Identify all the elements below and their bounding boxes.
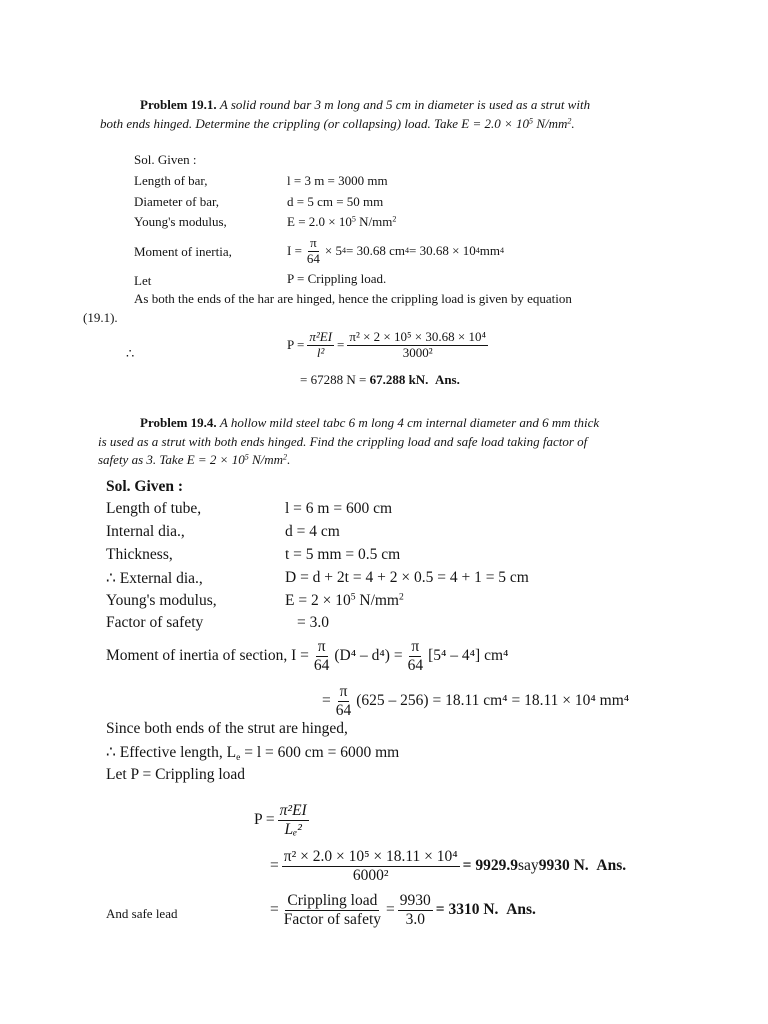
let-crippling-load: Let P = Crippling load — [106, 766, 246, 783]
safe-load-label: And safe lead — [106, 906, 178, 921]
moment-of-inertia-formula: I = $\frac{\pi}{64}$ × 5 4 = 30.68 cm 4 = 30.68 × 10 4 mm 4 — [287, 235, 505, 266]
internal-dia-value: d = 4 cm — [285, 523, 340, 540]
moment-of-inertia-label: Moment of inertia, — [134, 244, 232, 259]
problem-19-4-statement-line2: is used as a strut with both ends hinged. Find the crippling load and safe load taking factor of — [98, 434, 588, 449]
problem-19-4-title: Problem 19.4. — [140, 415, 217, 430]
let-value: P = Crippling load. — [287, 271, 387, 286]
problem-19-1-title: Problem 19.1. — [140, 97, 217, 112]
tube-length-value: l = 6 m = 600 cm — [285, 500, 393, 517]
external-dia-value: D = d + 2t = 4 + 2 × 0.5 = 4 + 1 = 5 cm — [285, 569, 529, 586]
sol-given-heading-2: Sol. Given : — [106, 478, 184, 495]
crippling-load-result-2: = $\frac{\text{π² × 2.0 × 10⁵ × 18.11 × 10⁴}}{\text{6000²}}$ = 9929.9 say 9930 N. Ans. — [270, 848, 627, 884]
let-label: Let — [134, 273, 152, 288]
since-hinged-text: Since both ends of the strut are hinged, — [106, 720, 348, 737]
factor-of-safety-value: = 3.0 — [297, 614, 329, 631]
youngs-modulus-label-2: Young's modulus, — [106, 592, 217, 609]
external-dia-label: ∴ External dia., — [106, 570, 203, 587]
moment-of-inertia-formula-2: Moment of inertia of section, I = $\frac{\pi}{64}$ (D⁴ – d⁴) = $\frac{\pi}{64}$ [5⁴ – 4⁴] cm⁴ — [106, 638, 509, 674]
safe-load-formula: = $\frac{\text{Crippling load}}{\text{Factor of safety}}$ = $\frac{9930}{3.0}$ = 3310 N. Ans. — [270, 892, 536, 928]
thickness-label: Thickness, — [106, 546, 173, 563]
youngs-modulus-value: $E = 2.0 \times 10^5$ $N/mm^2$ — [287, 214, 397, 229]
youngs-modulus-value-2: $E = 2 \times 10^5$ $N/mm^2$ — [285, 591, 404, 609]
tube-length-label: Length of tube, — [106, 500, 202, 517]
problem-19-1-statement-line2: both ends hinged. Determine the crippling (or collapsing) load. Take $E = 2.0 \times 10^5$ $N/mm^2$. — [100, 116, 575, 131]
effective-length: ∴ Effective length, $L_e = l = 600$ cm = 6000 mm — [106, 744, 400, 763]
diameter-label: Diameter of bar, — [134, 194, 220, 209]
crippling-load-result: = 67288 N = 67.288 kN. Ans. — [300, 372, 460, 387]
internal-dia-label: Internal dia., — [106, 523, 185, 540]
crippling-load-formula-2: P = $\frac{\text{π²EI}}{\text{Lₑ²}}$ — [254, 802, 307, 838]
hinged-explanation-line2: (19.1). — [83, 310, 118, 325]
thickness-value: t = 5 mm = 0.5 cm — [285, 546, 401, 563]
diameter-value: d = 5 cm = 50 mm — [287, 194, 384, 209]
length-value: l = 3 m = 3000 mm — [287, 173, 388, 188]
pi-over-64-fraction: $\frac{\pi}{64}$ — [306, 235, 320, 266]
problem-19-1-statement-line1: Problem 19.1. A solid round bar 3 m long and 5 cm in diameter is used as a strut with — [140, 97, 591, 112]
moment-of-inertia-result: = $\frac{\pi}{64}$ (625 – 256) = 18.11 cm⁴ = 18.11 × 10⁴ mm⁴ — [322, 683, 630, 719]
problem-19-4-statement-line1: Problem 19.4. A hollow mild steel tabc 6 m long 4 cm internal diameter and 6 mm thick — [140, 415, 600, 430]
crippling-load-formula: P = $\frac{\text{π²EI}}{\text{l²}}$ = $\frac{\text{π² × 2 × 10⁵ × 30.68 × 10⁴}}{\text{3000²}}$ — [287, 329, 486, 360]
problem-19-4-statement-line3: safety as 3. Take $E = 2 \times 10^5$ $N/mm^2$. — [98, 452, 291, 467]
length-label: Length of bar, — [134, 173, 208, 188]
youngs-modulus-label: Young's modulus, — [134, 214, 227, 229]
factor-of-safety-label: Factor of safety — [106, 614, 204, 631]
hinged-explanation-line1: As both the ends of the har are hinged, hence the crippling load is given by equation — [134, 291, 572, 306]
sol-given-heading: Sol. Given : — [134, 152, 197, 167]
therefore-symbol: ∴ — [126, 346, 135, 361]
